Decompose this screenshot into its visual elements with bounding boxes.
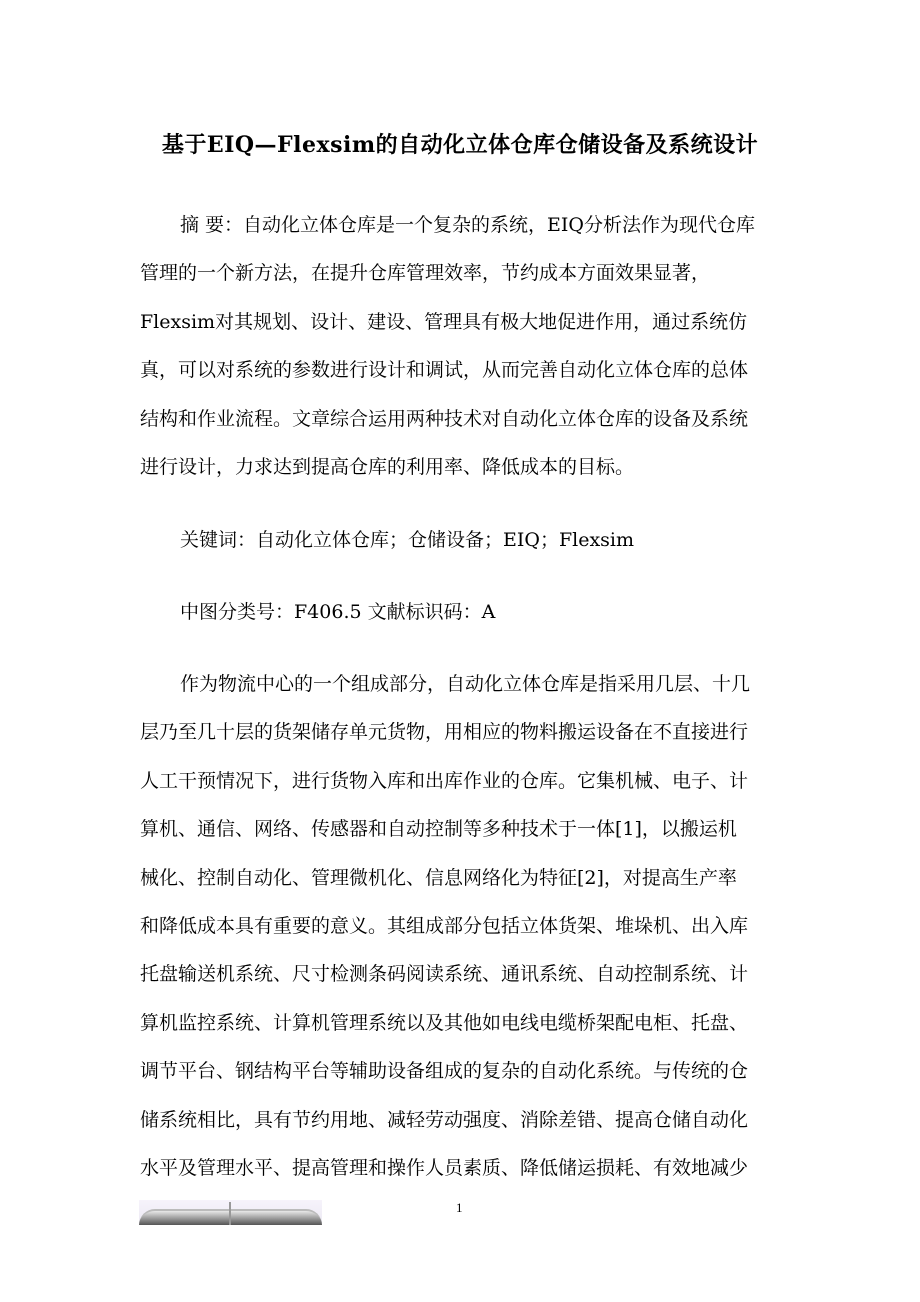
body-line: 和降低成本具有重要的意义。其组成部分包括立体货架、堆垛机、出入库 [140,914,749,937]
page-number: 1 [456,1200,463,1215]
body-line: 调节平台、钢结构平台等辅助设备组成的复杂的自动化系统。与传统的仓 [140,1060,749,1083]
abstract-line: Flexsim对其规划、设计、建设、管理具有极大地促进作用，通过系统仿 [140,310,748,333]
document-title: 基于EIQ—Flexsim的自动化立体仓库仓储设备及系统设计 [161,132,759,158]
body-line: 作为物流中心的一个组成部分，自动化立体仓库是指采用几层、十几 [180,673,751,695]
abstract-line: 管理的一个新方法，在提升仓库管理效率，节约成本方面效果显著， [140,262,711,285]
abstract-line: 进行设计，力求达到提高仓库的利用率、降低成本的目标。 [140,455,635,478]
body-line: 械化、控制自动化、管理微机化、信息网络化为特征[2]，对提高生产率 [140,866,737,889]
abstract-line: 结构和作业流程。文章综合运用两种技术对自动化立体仓库的设备及系统 [140,407,749,430]
abstract [140,201,790,491]
body-line: 算机监控系统、计算机管理系统以及其他如电线电缆桥架配电柜、托盘、 [140,1011,749,1034]
abstract-line: 摘 要：自动化立体仓库是一个复杂的系统，EIQ分析法作为现代仓库 [180,214,755,236]
open-book-image [139,1200,322,1225]
body-paragraph [140,660,790,1192]
body-line: 储系统相比，具有节约用地、减轻劳动强度、消除差错、提高仓储自动化 [140,1108,749,1131]
body-line: 层乃至几十层的货架储存单元货物，用相应的物料搬运设备在不直接进行 [140,721,749,744]
body-line: 算机、通信、网络、传感器和自动控制等多种技术于一体[1]，以搬运机 [140,818,737,841]
keywords: 关键词：自动化立体仓库；仓储设备；EIQ；Flexsim [180,529,635,551]
body-line: 托盘输送机系统、尺寸检测条码阅读系统、通讯系统、自动控制系统、计 [140,963,749,986]
classification: 中图分类号：F406.5 文献标识码：A [180,601,496,623]
abstract-line: 真，可以对系统的参数进行设计和调试，从而完善自动化立体仓库的总体 [140,359,749,382]
body-line: 水平及管理水平、提高管理和操作人员素质、降低储运损耗、有效地减少 [140,1156,749,1179]
body-line: 人工干预情况下，进行货物入库和出库作业的仓库。它集机械、电子、计 [140,769,749,792]
